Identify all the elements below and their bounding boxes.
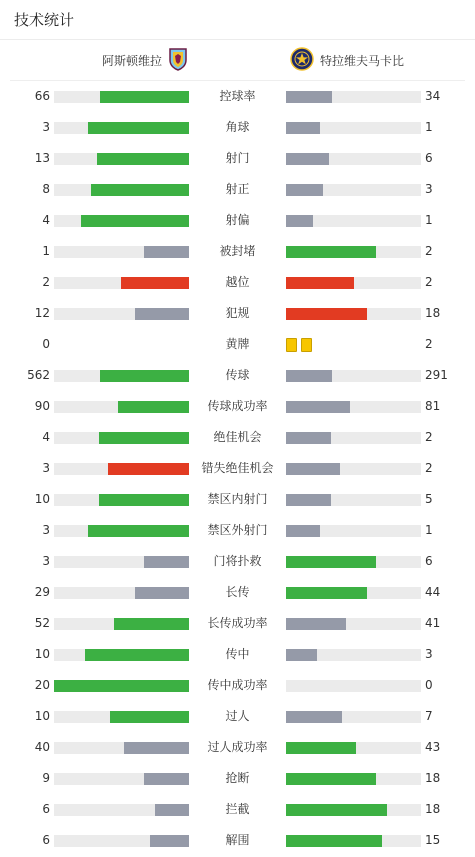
away-bar-track — [286, 432, 421, 444]
stat-row — [0, 639, 475, 670]
stat-label: 过人成功率 — [207, 740, 268, 754]
stat-label: 射偏 — [225, 213, 250, 227]
away-value: 43 — [425, 740, 441, 754]
home-value: 2 — [42, 275, 50, 289]
stat-label: 犯规 — [225, 306, 250, 320]
stat-row — [0, 236, 475, 267]
away-bar-fill — [286, 277, 354, 289]
home-bar-track — [54, 463, 189, 475]
away-team-name: 特拉维夫马卡比 — [320, 53, 405, 68]
home-bar-fill — [155, 804, 189, 816]
away-value: 1 — [425, 120, 433, 134]
home-bar-track — [54, 556, 189, 568]
stat-label: 传球 — [225, 368, 250, 382]
home-bar-fill — [100, 370, 189, 382]
home-bar-fill — [85, 649, 189, 661]
home-bar-track — [54, 711, 189, 723]
away-bar-fill — [286, 463, 340, 475]
home-value: 3 — [42, 461, 50, 475]
stat-row — [0, 577, 475, 608]
home-bar-track — [54, 153, 189, 165]
home-bar-fill — [88, 122, 189, 134]
yellow-card-icon — [286, 338, 297, 352]
stat-row — [0, 732, 475, 763]
home-bar-track — [54, 122, 189, 134]
stat-row — [0, 701, 475, 732]
home-bar-track — [54, 649, 189, 661]
stat-row — [0, 143, 475, 174]
away-bar-fill — [286, 556, 376, 568]
home-value: 90 — [34, 399, 50, 413]
away-value: 6 — [425, 554, 433, 568]
stat-row — [0, 670, 475, 701]
home-bar-fill — [99, 494, 189, 506]
home-value: 29 — [34, 585, 50, 599]
home-bar-fill — [108, 463, 189, 475]
away-bar-track — [286, 370, 421, 382]
away-value: 41 — [425, 616, 441, 630]
home-bar-fill — [144, 773, 189, 785]
stat-label: 越位 — [225, 275, 250, 289]
stat-label: 控球率 — [219, 89, 256, 103]
stat-label: 角球 — [225, 120, 250, 134]
stat-label: 射门 — [225, 151, 250, 165]
away-bar-track — [286, 742, 421, 754]
away-value: 44 — [425, 585, 441, 599]
home-team[interactable] — [102, 40, 188, 80]
stat-row — [0, 453, 475, 484]
away-value: 18 — [425, 306, 441, 320]
away-value: 291 — [425, 368, 448, 382]
away-bar-track — [286, 587, 421, 599]
away-bar-fill — [286, 711, 342, 723]
away-bar-track — [286, 246, 421, 258]
home-bar-track — [54, 370, 189, 382]
home-bar-track — [54, 432, 189, 444]
home-bar-fill — [99, 432, 189, 444]
away-bar-track — [286, 308, 421, 320]
home-value: 40 — [34, 740, 50, 754]
away-bar-track — [286, 773, 421, 785]
home-bar-fill — [135, 587, 189, 599]
home-bar-track — [54, 308, 189, 320]
away-bar-fill — [286, 587, 367, 599]
away-bar-fill — [286, 494, 331, 506]
stat-row — [0, 112, 475, 143]
away-bar-fill — [286, 804, 387, 816]
home-bar-fill — [81, 215, 189, 227]
away-yellow-cards — [286, 338, 312, 352]
away-value: 81 — [425, 399, 441, 413]
home-value: 9 — [42, 771, 50, 785]
stat-label: 过人 — [225, 709, 250, 723]
away-bar-track — [286, 463, 421, 475]
away-bar-track — [286, 91, 421, 103]
away-bar-track — [286, 835, 421, 847]
away-bar-track — [286, 122, 421, 134]
stat-label: 拦截 — [225, 802, 250, 816]
home-bar-track — [54, 184, 189, 196]
away-bar-track — [286, 401, 421, 413]
away-bar-track — [286, 525, 421, 537]
home-value: 3 — [42, 554, 50, 568]
stat-label: 传中成功率 — [207, 678, 268, 692]
away-bar-fill — [286, 122, 320, 134]
away-bar-fill — [286, 742, 356, 754]
away-bar-track — [286, 804, 421, 816]
stat-row — [0, 267, 475, 298]
away-bar-track — [286, 184, 421, 196]
home-value: 10 — [34, 709, 50, 723]
home-bar-track — [54, 680, 189, 692]
home-value: 66 — [34, 89, 50, 103]
home-bar-track — [54, 91, 189, 103]
home-value: 4 — [42, 213, 50, 227]
stat-label: 长传 — [225, 585, 250, 599]
away-team[interactable] — [290, 40, 404, 80]
stat-label: 黄牌 — [225, 337, 250, 351]
away-bar-fill — [286, 618, 346, 630]
stat-label: 抢断 — [225, 771, 250, 785]
home-value: 10 — [34, 647, 50, 661]
home-bar-fill — [114, 618, 189, 630]
home-value: 20 — [34, 678, 50, 692]
home-bar-fill — [135, 308, 189, 320]
away-bar-fill — [286, 91, 332, 103]
stat-row — [0, 360, 475, 391]
home-bar-track — [54, 246, 189, 258]
away-value: 18 — [425, 802, 441, 816]
away-bar-track — [286, 556, 421, 568]
away-value: 2 — [425, 461, 433, 475]
away-value: 18 — [425, 771, 441, 785]
away-bar-fill — [286, 370, 332, 382]
home-bar-fill — [88, 525, 189, 537]
home-value: 6 — [42, 802, 50, 816]
home-bar-fill — [144, 556, 189, 568]
stat-row — [0, 174, 475, 205]
away-value: 7 — [425, 709, 433, 723]
stat-label: 传球成功率 — [207, 399, 268, 413]
teams-header — [10, 40, 465, 81]
away-value: 3 — [425, 647, 433, 661]
stat-label: 解围 — [225, 833, 250, 847]
home-value: 0 — [42, 337, 50, 351]
home-value: 4 — [42, 430, 50, 444]
home-bar-fill — [121, 277, 189, 289]
home-bar-fill — [54, 680, 189, 692]
away-value: 3 — [425, 182, 433, 196]
stat-row — [0, 546, 475, 577]
home-bar-track — [54, 835, 189, 847]
home-bar-fill — [150, 835, 189, 847]
stat-row — [0, 484, 475, 515]
maccabi-tel-aviv-crest-icon — [290, 47, 314, 74]
home-bar-track — [54, 742, 189, 754]
stat-row — [0, 763, 475, 794]
home-value: 13 — [34, 151, 50, 165]
home-bar-track — [54, 773, 189, 785]
home-bar-track — [54, 401, 189, 413]
away-bar-fill — [286, 308, 367, 320]
away-bar-track — [286, 277, 421, 289]
away-value: 6 — [425, 151, 433, 165]
home-value: 562 — [27, 368, 50, 382]
home-bar-fill — [118, 401, 189, 413]
stat-label: 错失绝佳机会 — [201, 461, 274, 475]
away-value: 1 — [425, 213, 433, 227]
away-value: 5 — [425, 492, 433, 506]
yellow-card-icon — [301, 338, 312, 352]
away-value: 0 — [425, 678, 433, 692]
away-bar-fill — [286, 835, 382, 847]
stat-row — [0, 298, 475, 329]
away-bar-fill — [286, 773, 376, 785]
away-value: 2 — [425, 275, 433, 289]
home-bar-fill — [110, 711, 189, 723]
away-bar-track — [286, 153, 421, 165]
home-bar-track — [54, 587, 189, 599]
away-bar-fill — [286, 432, 331, 444]
home-value: 6 — [42, 833, 50, 847]
away-value: 1 — [425, 523, 433, 537]
away-bar-fill — [286, 184, 323, 196]
away-bar-track — [286, 215, 421, 227]
stat-label: 禁区内射门 — [207, 492, 268, 506]
home-value: 1 — [42, 244, 50, 258]
stat-row — [0, 608, 475, 639]
aston-villa-crest-icon — [168, 47, 188, 74]
away-value: 2 — [425, 337, 433, 351]
home-value: 12 — [34, 306, 50, 320]
home-value: 10 — [34, 492, 50, 506]
home-bar-track — [54, 618, 189, 630]
page-title: 技术统计 — [14, 11, 75, 29]
stat-label: 禁区外射门 — [207, 523, 268, 537]
stat-label: 传中 — [225, 647, 250, 661]
away-value: 34 — [425, 89, 441, 103]
home-team-name: 阿斯顿维拉 — [101, 53, 162, 68]
stat-row — [0, 794, 475, 825]
away-bar-track — [286, 618, 421, 630]
stat-label: 被封堵 — [219, 244, 256, 258]
away-bar-fill — [286, 215, 313, 227]
home-value: 8 — [42, 182, 50, 196]
home-value: 52 — [34, 616, 50, 630]
stat-row — [0, 329, 475, 360]
away-bar-fill — [286, 649, 317, 661]
home-bar-track — [54, 215, 189, 227]
stat-label: 绝佳机会 — [213, 430, 262, 444]
away-bar-fill — [286, 246, 376, 258]
stat-label: 门将扑救 — [213, 554, 262, 568]
away-value: 2 — [425, 430, 433, 444]
home-bar-track — [54, 494, 189, 506]
header-bar — [0, 0, 475, 40]
away-bar-fill — [286, 525, 320, 537]
home-bar-fill — [124, 742, 189, 754]
stat-label: 长传成功率 — [207, 616, 268, 630]
home-value: 3 — [42, 523, 50, 537]
home-bar-fill — [144, 246, 189, 258]
home-bar-track — [54, 277, 189, 289]
home-bar-fill — [97, 153, 189, 165]
away-bar-track — [286, 494, 421, 506]
stat-row — [0, 422, 475, 453]
home-value: 3 — [42, 120, 50, 134]
away-value: 2 — [425, 244, 433, 258]
away-bar-track — [286, 680, 421, 692]
home-bar-fill — [91, 184, 189, 196]
home-bar-fill — [100, 91, 189, 103]
home-bar-track — [54, 525, 189, 537]
away-bar-track — [286, 711, 421, 723]
home-bar-track — [54, 804, 189, 816]
stat-row — [0, 81, 475, 112]
away-bar-fill — [286, 401, 350, 413]
stat-label: 射正 — [225, 182, 250, 196]
away-bar-fill — [286, 153, 329, 165]
away-bar-track — [286, 649, 421, 661]
stat-row — [0, 205, 475, 236]
stat-row — [0, 391, 475, 422]
away-value: 15 — [425, 833, 441, 847]
stat-row — [0, 825, 475, 856]
stat-row — [0, 515, 475, 546]
